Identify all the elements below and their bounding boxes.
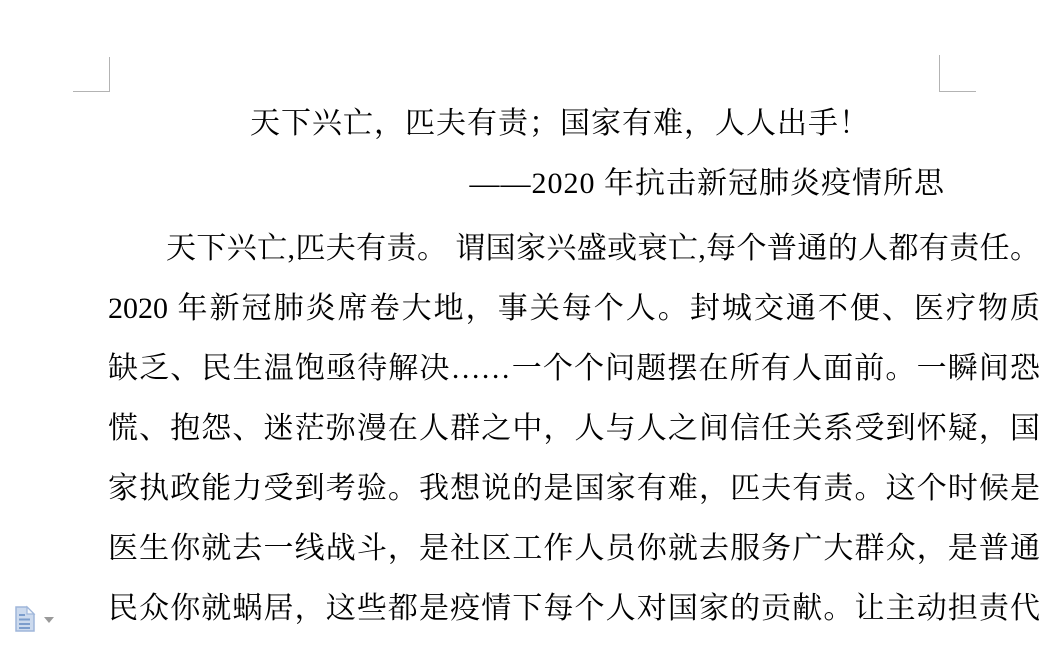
text-boundary-mark-top-right xyxy=(939,55,976,92)
document-heading xyxy=(108,94,1040,214)
body-line[interactable]: 慌、抱怨、迷茫弥漫在人群之中，人与人之间信任关系受到怀疑，国 xyxy=(108,412,1040,445)
chevron-down-icon[interactable] xyxy=(44,617,54,623)
document-byline[interactable]: ——2020 年抗击新冠肺炎疫情所思 xyxy=(469,167,945,200)
paste-options-widget xyxy=(13,602,61,636)
document-title[interactable]: 天下兴亡，匹夫有责；国家有难，人人出手！ xyxy=(250,107,870,140)
clipboard-paste-icon xyxy=(13,605,37,633)
body-line[interactable]: 家执政能力受到考验。我想说的是国家有难，匹夫有责。这个时候是 xyxy=(108,472,1040,505)
body-line[interactable]: 天下兴亡,匹夫有责。 谓国家兴盛或衰亡,每个普通的人都有责任。 xyxy=(166,232,1040,265)
body-line[interactable]: 民众你就蜗居，这些都是疫情下每个人对国家的贡献。让主动担责代 xyxy=(108,592,1040,625)
text-boundary-mark-top-left xyxy=(73,57,110,92)
document-body xyxy=(108,219,1040,639)
body-line[interactable]: 2020 年新冠肺炎席卷大地，事关每个人。封城交通不便、医疗物质 xyxy=(108,292,1040,325)
body-line[interactable]: 缺乏、民生温饱亟待解决……一个个问题摆在所有人面前。一瞬间恐 xyxy=(108,352,1040,385)
paste-options-button[interactable] xyxy=(13,605,37,633)
body-line[interactable]: 医生你就去一线战斗，是社区工作人员你就去服务广大群众，是普通 xyxy=(108,532,1040,565)
